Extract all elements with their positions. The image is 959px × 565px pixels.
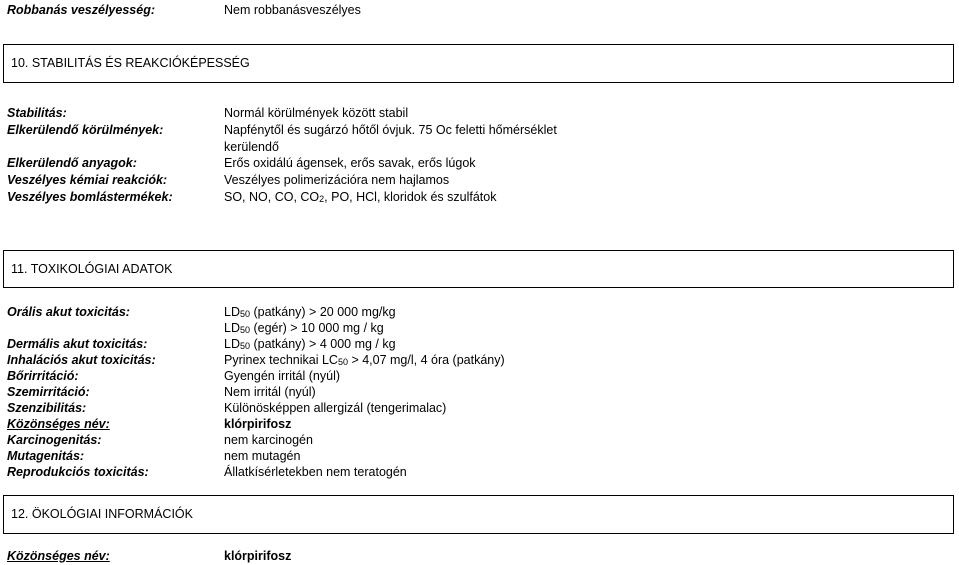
eye-irritation-value: Nem irritál (nyúl)	[224, 385, 316, 399]
stability-value: Normál körülmények között stabil	[224, 106, 409, 120]
eye-irritation-label: Szemirritáció:	[7, 385, 90, 399]
sensitization-value: Különösképpen allergizál (tengerimalac)	[224, 401, 447, 415]
carcinogenicity-label: Karcinogenitás:	[7, 433, 102, 447]
skin-irritation-label: Bőrirritáció:	[7, 369, 79, 383]
conditions-to-avoid-value-cont: kerülendő	[224, 140, 279, 154]
dermal-toxicity-label: Dermális akut toxicitás:	[7, 337, 148, 351]
section-12-title: 12. ÖKOLÓGIAI INFORMÁCIÓK	[11, 507, 193, 521]
explosion-hazard-value: Nem robbanásveszélyes	[224, 3, 361, 17]
oral-toxicity-value-mouse: $LD_{50}$ (egér) > 10 000 mg / kg	[224, 321, 384, 335]
common-name-label: Közönséges név:	[7, 417, 110, 431]
oral-toxicity-label: Orális akut toxicitás:	[7, 305, 130, 319]
conditions-to-avoid-value: Napfénytől és sugárzó hőtől óvjuk. 75 Oc feletti hőmérséklet	[224, 123, 557, 137]
section-11-title: 11. TOXIKOLÓGIAI ADATOK	[11, 262, 173, 276]
stability-label: Stabilitás:	[7, 106, 67, 120]
eco-common-name-label: Közönséges név:	[7, 549, 110, 563]
carcinogenicity-value: nem karcinogén	[224, 433, 313, 447]
section-12-header	[3, 495, 954, 534]
sensitization-label: Szenzibilitás:	[7, 401, 87, 415]
hazardous-reactions-label: Veszélyes kémiai reakciók:	[7, 173, 168, 187]
section-10-header	[3, 44, 954, 83]
common-name-value: klórpirifosz	[224, 417, 292, 431]
mutagenicity-value: nem mutagén	[224, 449, 301, 463]
materials-to-avoid-label: Elkerülendő anyagok:	[7, 156, 137, 170]
conditions-to-avoid-label: Elkerülendő körülmények:	[7, 123, 164, 137]
inhalation-toxicity-label: Inhalációs akut toxicitás:	[7, 353, 156, 367]
eco-common-name-value: klórpirifosz	[224, 549, 292, 563]
oral-toxicity-value: $LD_{50}$ (patkány) > 20 000 mg/kg	[224, 305, 396, 319]
materials-to-avoid-value: Erős oxidálú ágensek, erős savak, erős lúgok	[224, 156, 476, 170]
inhalation-toxicity-value: Pyrinex technikai $LC_{50} > 4,07$ mg/l, 4 óra (patkány)	[224, 353, 505, 367]
explosion-hazard-label: Robbanás veszélyesség:	[7, 3, 155, 17]
reproductive-toxicity-value: Állatkísérletekben nem teratogén	[224, 465, 407, 479]
dermal-toxicity-value: $LD_{50}$ (patkány) > 4 000 mg / kg	[224, 337, 396, 351]
section-11-header	[3, 250, 954, 288]
mutagenicity-label: Mutagenitás:	[7, 449, 85, 463]
section-10-title: 10. STABILITÁS ÉS REAKCIÓKÉPESSÉG	[11, 56, 250, 70]
hazardous-reactions-value: Veszélyes polimerizációra nem hajlamos	[224, 173, 450, 187]
decomposition-products-label: Veszélyes bomlástermékek:	[7, 190, 173, 204]
skin-irritation-value: Gyengén irritál (nyúl)	[224, 369, 341, 383]
decomposition-products-value: SO, NO, CO, $CO_2$, PO, HCl, kloridok és szulfátok	[224, 190, 497, 204]
reproductive-toxicity-label: Reprodukciós toxicitás:	[7, 465, 149, 479]
